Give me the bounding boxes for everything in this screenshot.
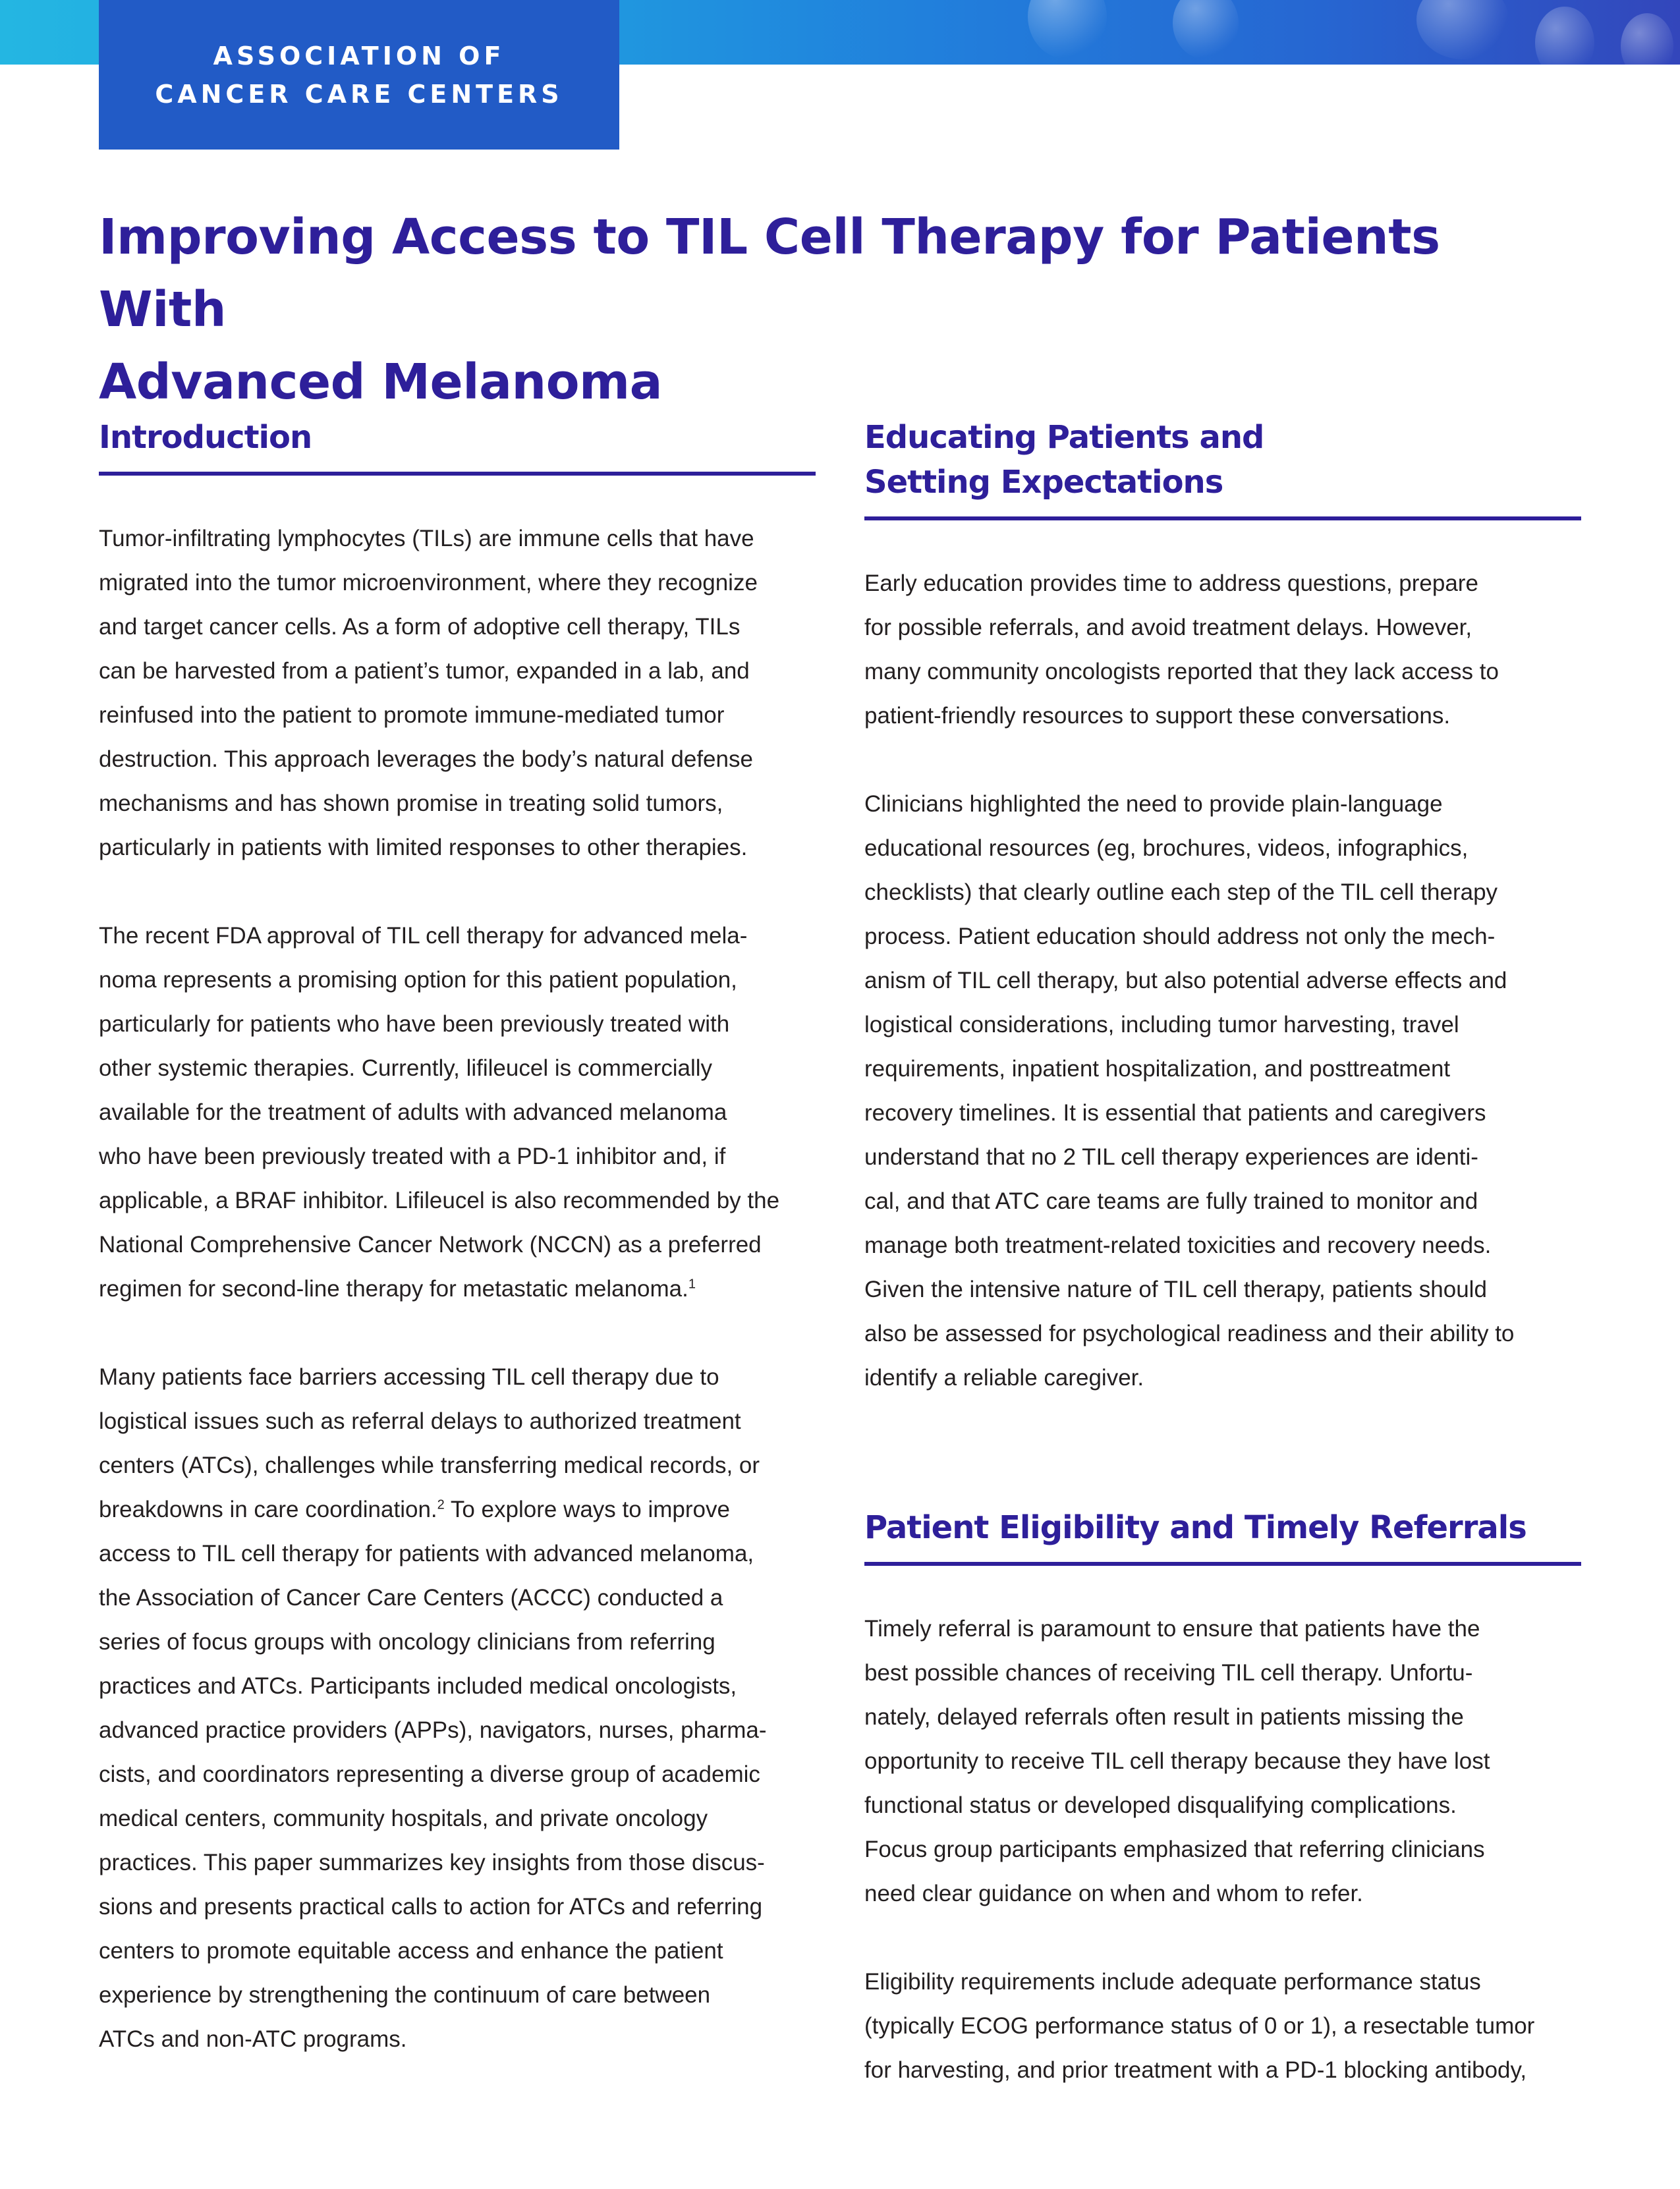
- text-line: [99, 1487, 816, 1532]
- text-line: experience by strengthening the continuum of care between: [99, 1982, 711, 2008]
- section-heading-educating-patients: [864, 415, 1581, 505]
- text-line: and target cancer cells. As a form of adoptive cell therapy, TILs: [99, 614, 741, 640]
- section-heading-patient-eligibility: Patient Eligibility and Timely Referrals: [864, 1509, 1526, 1546]
- footnote-reference[interactable]: 1: [688, 1277, 696, 1292]
- text-line: nately, delayed referrals often result in patients missing the: [864, 1704, 1464, 1730]
- text-line: educational resources (eg, brochures, videos, infographics,: [864, 835, 1469, 861]
- text-line: requirements, inpatient hospitalization, and posttreatment: [864, 1056, 1451, 1082]
- text-line: mechanisms and has shown promise in treating solid tumors,: [99, 790, 723, 816]
- text-line: identify a reliable caregiver.: [864, 1365, 1144, 1391]
- text-line: (typically ECOG performance status of 0 or 1), a resectable tumor: [864, 2013, 1535, 2039]
- text-line: sions and presents practical calls to action for ATCs and referring: [99, 1894, 763, 1920]
- text-fragment: breakdowns in care coordination.: [99, 1497, 437, 1522]
- text-fragment: To explore ways to improve: [444, 1497, 730, 1522]
- text-line: The recent FDA approval of TIL cell therapy for advanced mela-: [99, 923, 748, 949]
- text-line: also be assessed for psychological readiness and their ability to: [864, 1321, 1515, 1346]
- text-line: logistical issues such as referral delays to authorized treatment: [99, 1408, 741, 1434]
- text-line: logistical considerations, including tumor harvesting, travel: [864, 1012, 1459, 1038]
- text-line: destruction. This approach leverages the body’s natural defense: [99, 746, 753, 772]
- text-line: patient-friendly resources to support these conversations.: [864, 703, 1451, 729]
- text-line: recovery timelines. It is essential that patients and caregivers: [864, 1100, 1486, 1126]
- text-line: manage both treatment-related toxicities and recovery needs.: [864, 1233, 1492, 1258]
- paragraph: [99, 1355, 816, 2061]
- title-line-1: Improving Access to TIL Cell Therapy for Patients With: [99, 209, 1440, 338]
- text-line: cal, and that ATC care teams are fully trained to monitor and: [864, 1188, 1478, 1214]
- text-line: Tumor-infiltrating lymphocytes (TILs) are immune cells that have: [99, 526, 754, 551]
- text-line: Given the intensive nature of TIL cell therapy, patients should: [864, 1277, 1487, 1302]
- text-line: need clear guidance on when and whom to refer.: [864, 1881, 1363, 1906]
- text-line: Focus group participants emphasized that referring clinicians: [864, 1837, 1485, 1862]
- bubble-decoration: [1028, 0, 1107, 59]
- text-line: functional status or developed disqualifying complications.: [864, 1792, 1457, 1818]
- footnote-reference[interactable]: 2: [437, 1497, 445, 1512]
- text-line: particularly in patients with limited responses to other therapies.: [99, 835, 748, 860]
- text-line: National Comprehensive Cancer Network (NCCN) as a preferred: [99, 1232, 762, 1258]
- text-line: Early education provides time to address questions, prepare: [864, 570, 1478, 596]
- text-line: Timely referral is paramount to ensure that patients have the: [864, 1616, 1480, 1642]
- text-line: anism of TIL cell therapy, but also potential adverse effects and: [864, 968, 1507, 993]
- bubble-decoration: [1173, 0, 1239, 59]
- text-line: cists, and coordinators representing a diverse group of academic: [99, 1761, 760, 1787]
- bubble-decoration: [1416, 0, 1509, 59]
- text-line: Eligibility requirements include adequate performance status: [864, 1969, 1481, 1995]
- text-line: Clinicians highlighted the need to provide plain-language: [864, 791, 1443, 817]
- paragraph: [864, 782, 1581, 1400]
- text-line: available for the treatment of adults with advanced melanoma: [99, 1099, 727, 1125]
- section-divider: [99, 472, 816, 476]
- heading-line: Educating Patients and: [864, 419, 1264, 456]
- text-line: migrated into the tumor microenvironment, where they recognize: [99, 570, 758, 596]
- heading-line: Setting Expectations: [864, 464, 1223, 501]
- text-line: [99, 1267, 816, 1311]
- bubble-decoration: [1621, 13, 1673, 65]
- text-line: medical centers, community hospitals, and private oncology: [99, 1806, 708, 1831]
- text-line: practices and ATCs. Participants included medical oncologists,: [99, 1673, 737, 1699]
- text-line: opportunity to receive TIL cell therapy because they have lost: [864, 1748, 1490, 1774]
- title-line-2: Advanced Melanoma: [99, 354, 663, 410]
- text-line: can be harvested from a patient’s tumor, expanded in a lab, and: [99, 658, 750, 684]
- text-line: advanced practice providers (APPs), navigators, nurses, pharma-: [99, 1717, 767, 1743]
- paragraph: [864, 1960, 1581, 2092]
- text-line: for possible referrals, and avoid treatment delays. However,: [864, 615, 1472, 640]
- bubble-decoration: [1535, 7, 1594, 65]
- text-line: noma represents a promising option for this patient population,: [99, 967, 737, 993]
- text-line: centers to promote equitable access and enhance the patient: [99, 1938, 723, 1964]
- text-line: other systemic therapies. Currently, lifileucel is commercially: [99, 1055, 713, 1081]
- text-fragment: regimen for second-line therapy for metastatic melanoma.: [99, 1276, 688, 1302]
- logo-line-1: ASSOCIATION OF: [213, 41, 505, 70]
- text-line: who have been previously treated with a PD-1 inhibitor and, if: [99, 1144, 726, 1169]
- text-line: process. Patient education should address not only the mech-: [864, 924, 1496, 949]
- paragraph: [99, 516, 816, 870]
- text-line: particularly for patients who have been previously treated with: [99, 1011, 730, 1037]
- text-line: series of focus groups with oncology clinicians from referring: [99, 1629, 715, 1655]
- text-line: reinfused into the patient to promote immune-mediated tumor: [99, 702, 725, 728]
- organization-logo: [99, 0, 619, 150]
- section-divider: [864, 1562, 1581, 1566]
- document-title: [99, 201, 1581, 418]
- text-line: centers (ATCs), challenges while transferring medical records, or: [99, 1453, 760, 1478]
- section-heading-introduction: Introduction: [99, 419, 312, 456]
- section-divider: [864, 516, 1581, 520]
- left-column: [99, 415, 816, 2105]
- text-line: checklists) that clearly outline each step of the TIL cell therapy: [864, 879, 1498, 905]
- text-line: ATCs and non-ATC programs.: [99, 2026, 407, 2052]
- text-line: understand that no 2 TIL cell therapy experiences are identi-: [864, 1144, 1478, 1170]
- paragraph: [864, 1607, 1581, 1916]
- section-spacer: [864, 1444, 1581, 1505]
- logo-line-2: CANCER CARE CENTERS: [155, 79, 563, 109]
- text-line: access to TIL cell therapy for patients with advanced melanoma,: [99, 1541, 754, 1566]
- text-line: applicable, a BRAF inhibitor. Lifileucel is also recommended by the: [99, 1188, 780, 1213]
- right-column: [864, 415, 1581, 2136]
- text-line: many community oncologists reported that they lack access to: [864, 659, 1499, 684]
- text-line: best possible chances of receiving TIL cell therapy. Unfortu-: [864, 1660, 1473, 1686]
- text-line: Many patients face barriers accessing TIL cell therapy due to: [99, 1364, 719, 1390]
- text-line: the Association of Cancer Care Centers (ACCC) conducted a: [99, 1585, 723, 1611]
- text-line: for harvesting, and prior treatment with a PD-1 blocking antibody,: [864, 2057, 1527, 2083]
- text-line: practices. This paper summarizes key insights from those discus-: [99, 1850, 765, 1875]
- paragraph: [99, 914, 816, 1311]
- paragraph: [864, 561, 1581, 738]
